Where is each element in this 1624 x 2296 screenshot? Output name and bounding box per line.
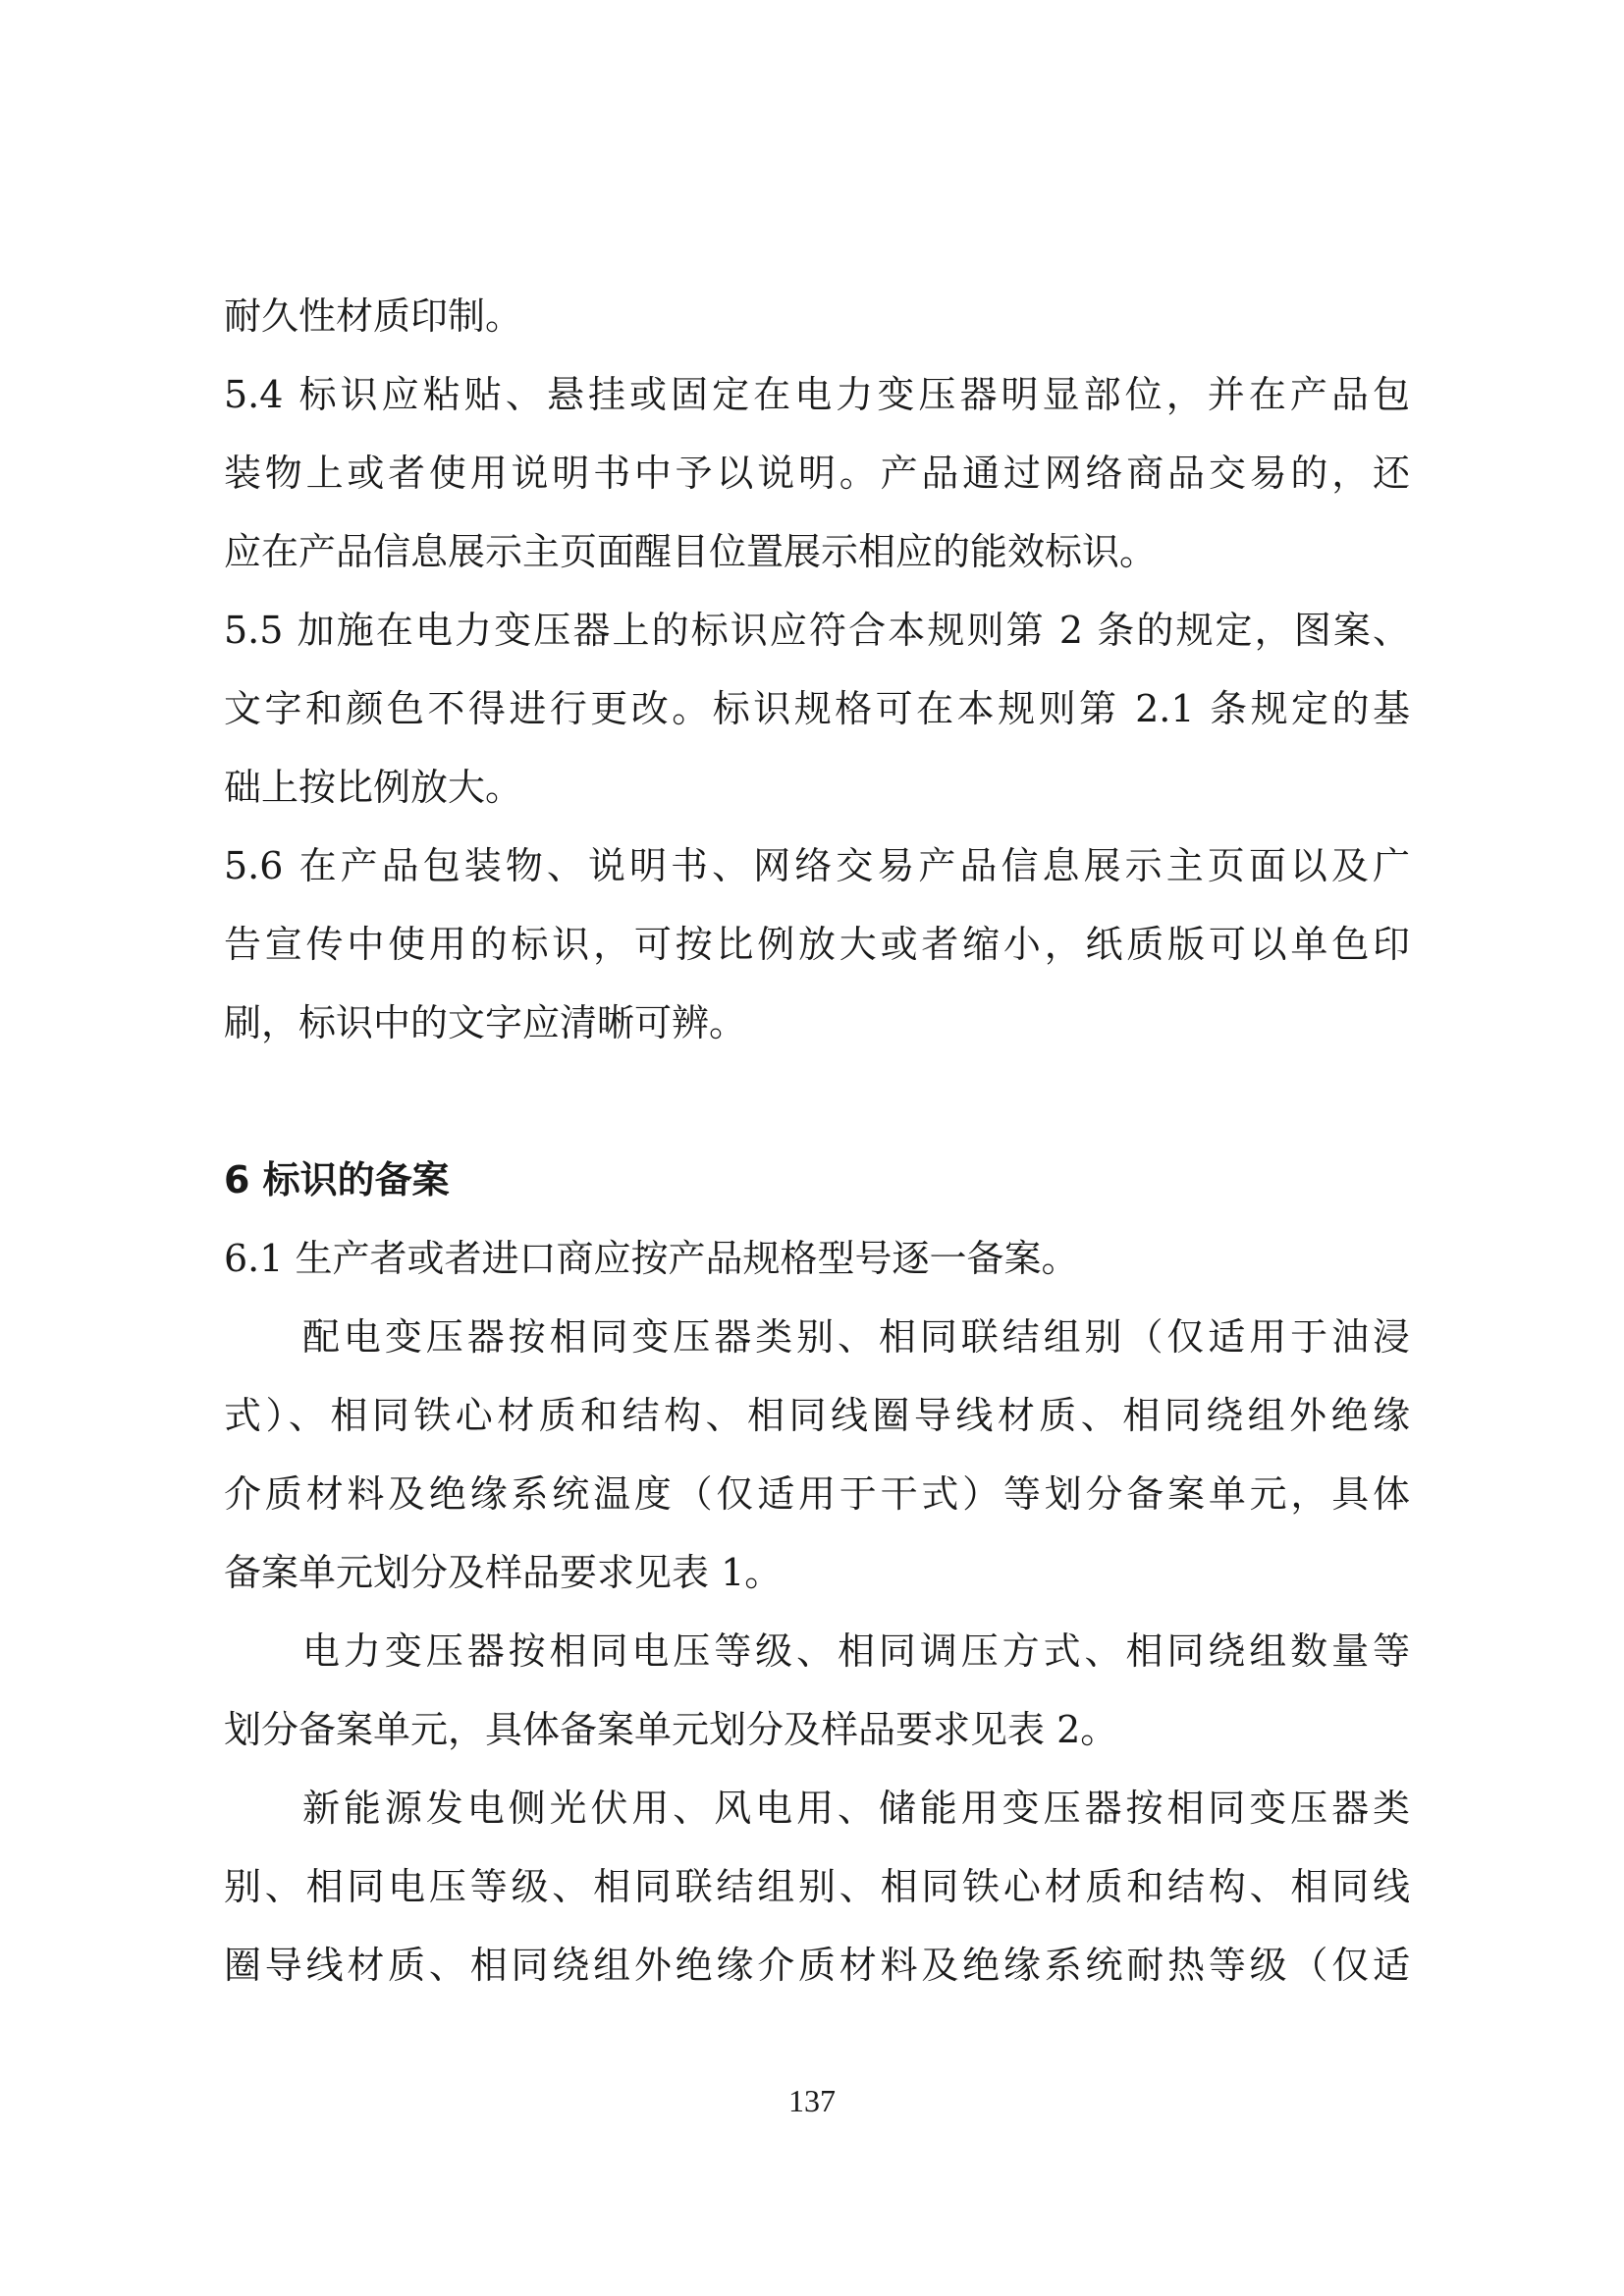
text-line: 应在产品信息展示主页面醒目位置展示相应的能效标识。: [224, 530, 1158, 573]
text-line: 刷，标识中的文字应清晰可辨。: [224, 1001, 747, 1044]
text-line: 耐久性材质印制。: [224, 294, 523, 338]
text-line: 6.1 生产者或者进口商应按产品规格型号逐一备案。: [224, 1237, 1079, 1280]
text-line: 新能源发电侧光伏用、风电用、储能用变压器按相同变压器类: [302, 1787, 1410, 1830]
text-line: 5.4 标识应粘贴、悬挂或固定在电力变压器明显部位，并在产品包: [224, 373, 1410, 416]
text-line: 别、相同电压等级、相同联结组别、相同铁心材质和结构、相同线: [224, 1865, 1410, 1908]
text-line: 圈导线材质、相同绕组外绝缘介质材料及绝缘系统耐热等级（仅适: [224, 1944, 1410, 1987]
text-line: 5.5 加施在电力变压器上的标识应符合本规则第 2 条的规定，图案、: [224, 609, 1410, 652]
text-line: 划分备案单元，具体备案单元划分及样品要求见表 2。: [224, 1708, 1118, 1751]
page-number: 137: [788, 2083, 836, 2118]
section-heading: 6 标识的备案: [224, 1158, 450, 1201]
text-line: 5.6 在产品包装物、说明书、网络交易产品信息展示主页面以及广: [224, 844, 1410, 887]
text-line: 电力变压器按相同电压等级、相同调压方式、相同绕组数量等: [302, 1629, 1410, 1673]
text-line: 装物上或者使用说明书中予以说明。产品通过网络商品交易的，还: [224, 452, 1410, 495]
text-line: 介质材料及绝缘系统温度（仅适用于干式）等划分备案单元，具体: [224, 1472, 1410, 1516]
text-line: 配电变压器按相同变压器类别、相同联结组别（仅适用于油浸: [302, 1315, 1410, 1359]
text-line: 告宣传中使用的标识，可按比例放大或者缩小，纸质版可以单色印: [224, 923, 1410, 966]
text-line: 式）、相同铁心材质和结构、相同线圈导线材质、相同绕组外绝缘: [224, 1394, 1410, 1437]
text-line: 础上按比例放大。: [224, 766, 523, 809]
text-line: 备案单元划分及样品要求见表 1。: [224, 1551, 783, 1594]
text-line: 文字和颜色不得进行更改。标识规格可在本规则第 2.1 条规定的基: [224, 687, 1410, 730]
